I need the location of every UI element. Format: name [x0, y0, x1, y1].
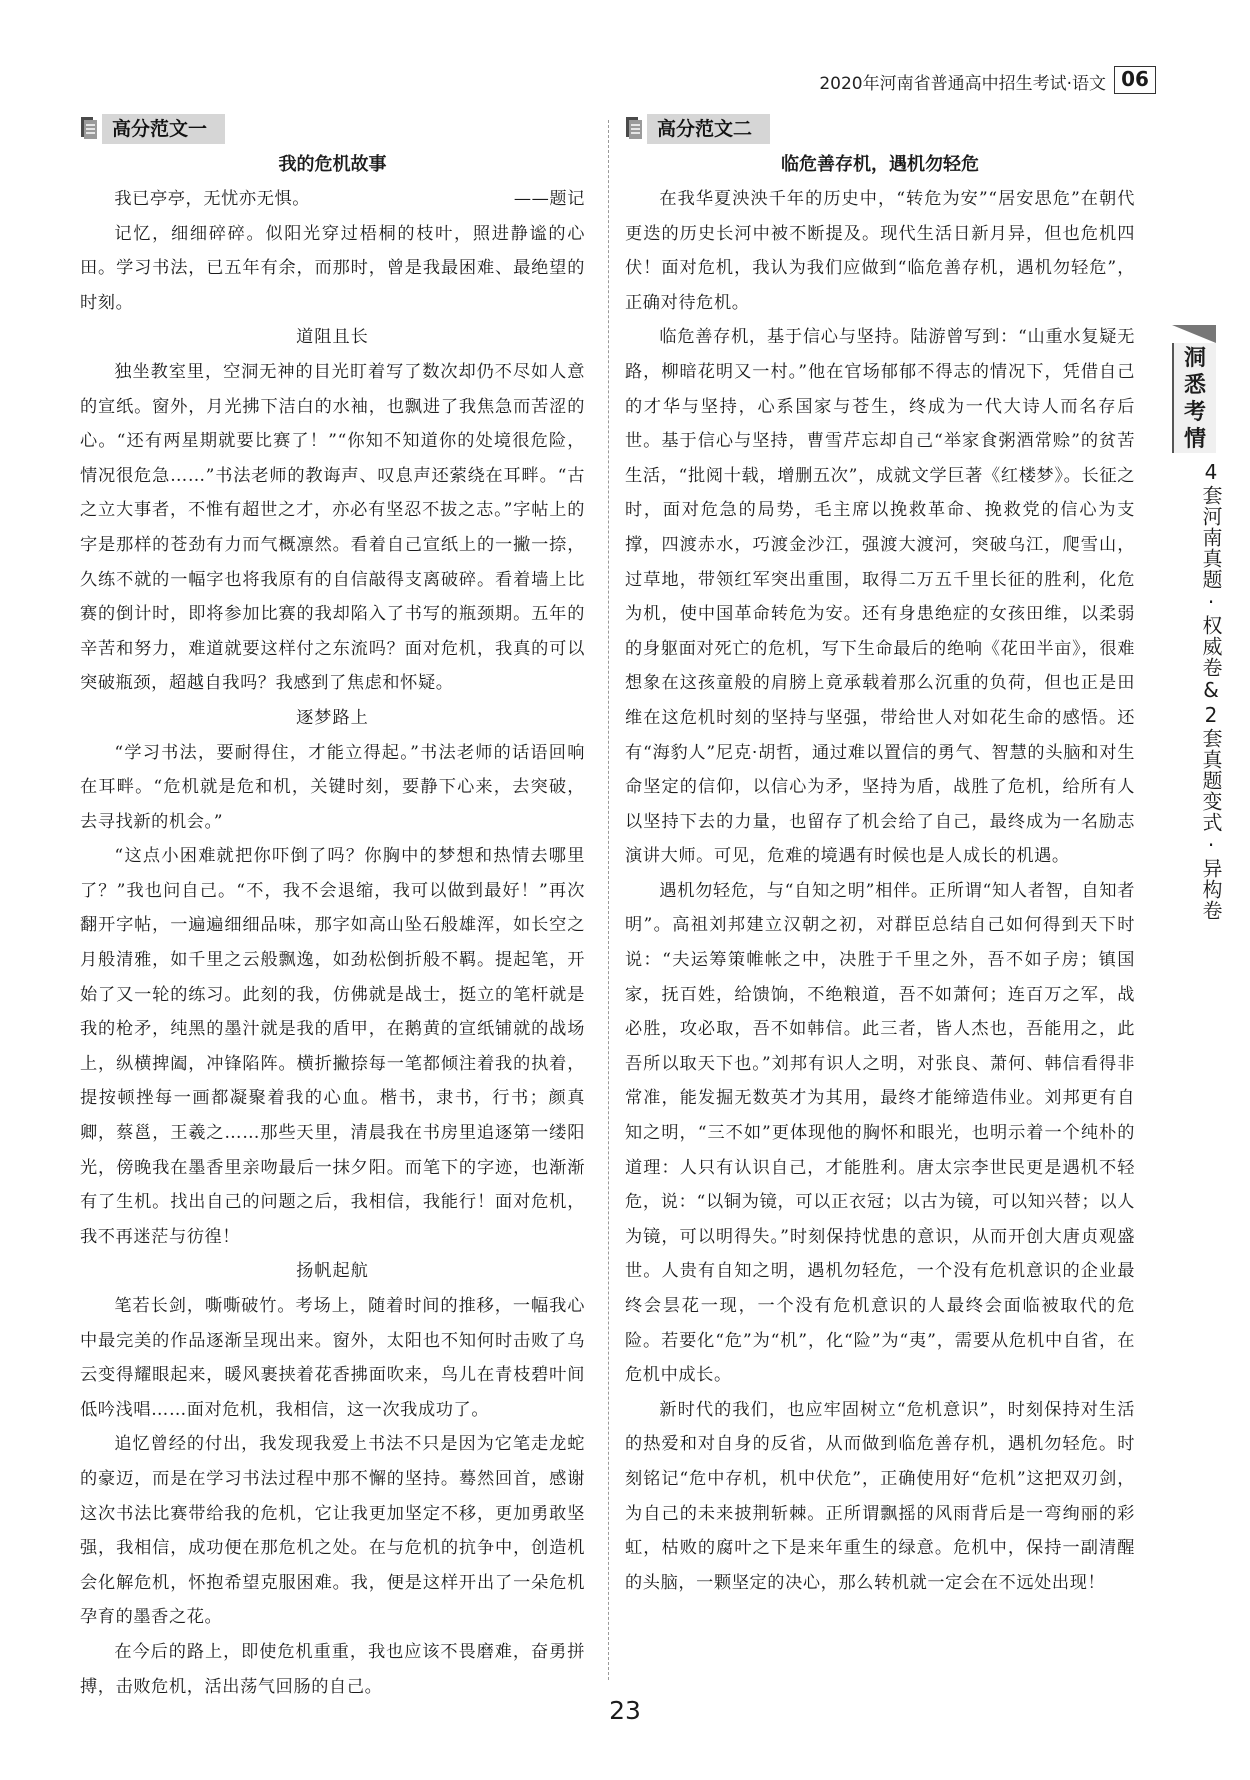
paragraph: “这点小困难就把你吓倒了吗？你胸中的梦想和热情去哪里了？”我也问自己。“不，我不会退缩，我可以做到最好！”再次翻开字帖，一遍遍细细品味，那字如高山坠石般雄浑，如长空之月般清雅，如千里之云般飘逸，如劲松倒折般不羁。提起笔，开始了又一轮的练习。此刻的我，仿佛就是战士，挺立的笔杆就是我的枪矛，纯黑的墨汁就是我的盾甲，在鹅黄的宣纸铺就的战场上，纵横捭阖，冲锋陷阵。横折撇捺每一笔都倾注着我的执着，提按顿挫每一画都凝聚着我的心血。楷书，隶书，行书；颜真卿，蔡邕，王羲之……那些天里，清晨我在书房里追逐第一缕阳光，傍晚我在墨香里亲吻最后一抹夕阳。而笔下的字迹，也渐渐有了生机。找出自己的问题之后，我相信，我能行！面对危机，我不再迷茫与彷徨！	[80, 846, 585, 1247]
paragraph: 新时代的我们，也应牢固树立“危机意识”，时刻保持对生活的热爱和对自身的反省，从而做到临危善存机，遇机勿轻危。时刻铭记“危中存机，机中伏危”，正确使用好“危机”这把双刃剑，为自己的未来披荆斩棘。正所谓飘摇的风雨背后是一弯绚丽的彩虹，枯败的腐叶之下是来年重生的绿意。危机中，保持一副清醒的头脑，一颗坚定的决心，那么转机就一定会在不远处出现！	[625, 1399, 1135, 1593]
paragraph: “学习书法，要耐得住，才能立得起。”书法老师的话语回响在耳畔。“危机就是危和机，关键时刻，要静下心来，去突破，去寻找新的机会。”	[80, 742, 585, 832]
page-number: 23	[609, 1696, 641, 1725]
column-divider	[608, 120, 609, 1680]
epigraph	[80, 182, 585, 217]
essay-title: 临危善存机，遇机勿轻危	[781, 154, 979, 175]
document-icon	[625, 116, 643, 140]
tab-corner	[1172, 325, 1216, 343]
paragraph: 在今后的路上，即使危机重重，我也应该不畏磨难，奋勇拼搏，击败危机，活出荡气回肠的自己。	[80, 1641, 585, 1697]
left-column	[80, 114, 585, 1704]
side-tab-text: 4套河南真题·权威卷&2套真题变式·异构卷	[1199, 460, 1223, 921]
paragraph: 独坐教室里，空洞无神的目光盯着写了数次却仍不尽如人意的宣纸。窗外，月光拂下洁白的水袖，也飘进了我焦急而苦涩的心。“还有两星期就要比赛了！”“你知不知道你的处境很危险，情况很危急……”书法老师的教诲声、叹息声还萦绕在耳畔。“古之立大事者，不惟有超世之才，亦必有坚忍不拔之志。”字帖上的字是那样的苍劲有力而气概凛然。看着自己宣纸上的一撇一捺，久练不就的一幅字也将我原有的自信敲得支离破碎。看着墙上比赛的倒计时，即将参加比赛的我却陷入了书写的瓶颈期。五年的辛苦和努力，难道就要这样付之东流吗？面对危机，我真的可以突破瓶颈，超越自我吗？我感到了焦虑和怀疑。	[80, 361, 585, 694]
paragraph: 在我华夏泱泱千年的历史中，“转危为安”“居安思危”在朝代更迭的历史长河中被不断提及。现代生活日新月异，但也危机四伏！面对危机，我认为我们应做到“临危善存机，遇机勿轻危”，正确对待危机。	[625, 189, 1135, 313]
section-header-2	[625, 114, 1135, 144]
paragraph: 遇机勿轻危，与“自知之明”相伴。正所谓“知人者智，自知者明”。高祖刘邦建立汉朝之初，对群臣总结自己如何得到天下时说：“夫运筹策帷帐之中，决胜于千里之外，吾不如子房；镇国家，抚百姓，给馈饷，不绝粮道，吾不如萧何；连百万之军，战必胜，攻必取，吾不如韩信。此三者，皆人杰也，吾能用之，此吾所以取天下也。”刘邦有识人之明，对张良、萧何、韩信看得非常准，能发掘无数英才为其用，最终才能缔造伟业。刘邦更有自知之明，“三不如”更体现他的胸怀和眼光，也明示着一个纯朴的道理：人只有认识自己，才能胜利。唐太宗李世民更是遇机不轻危，说：“以铜为镜，可以正衣冠；以古为镜，可以知兴替；以人为镜，可以明得失。”时刻保持忧患的意识，从而开创大唐贞观盛世。人贵有自知之明，遇机勿轻危，一个没有危机意识的企业最终会昙花一现，一个没有危机意识的人最终会面临被取代的危险。若要化“危”为“机”，化“险”为“夷”，需要从危机中自省，在危机中成长。	[625, 880, 1135, 1386]
header-title: 2020年河南省普通高中招生考试·语文	[819, 74, 1106, 94]
essay-title: 我的危机故事	[278, 154, 387, 175]
side-tab	[1172, 325, 1223, 1225]
section-label: 高分范文一	[102, 114, 225, 144]
subheading: 逐梦路上	[296, 707, 369, 728]
paragraph: 记忆，细细碎碎。似阳光穿过梧桐的枝叶，照进静谧的心田。学习书法，已五年有余，而那时，曾是我最困难、最绝望的时刻。	[80, 223, 585, 313]
subheading: 扬帆起航	[296, 1261, 369, 1282]
header-number: 06	[1114, 66, 1156, 94]
page-header	[819, 66, 1156, 94]
section-label: 高分范文二	[647, 114, 770, 144]
section-header-1	[80, 114, 585, 144]
document-icon	[80, 116, 98, 140]
paragraph: 临危善存机，基于信心与坚持。陆游曾写到：“山重水复疑无路，柳暗花明又一村。”他在官场郁郁不得志的情况下，凭借自己的才华与坚持，心系国家与苍生，终成为一代大诗人而名存后世。基于信心与坚持，曹雪芹忘却自己“举家食粥酒常赊”的贫苦生活，“批阅十载，增删五次”，成就文学巨著《红楼梦》。长征之时，面对危急的局势，毛主席以挽救革命、挽救党的信心为支撑，四渡赤水，巧渡金沙江，强渡大渡河，突破乌江，爬雪山，过草地，带领红军突出重围，取得二万五千里长征的胜利，化危为机，使中国革命转危为安。还有身患绝症的女孩田维，以柔弱的身躯面对死亡的危机，写下生命最后的绝响《花田半亩》，很难想象在这孩童般的肩膀上竟承载着那么沉重的负荷，但也正是田维在这危机时刻的坚持与坚强，带给世人对如花生命的感悟。还有“海豹人”尼克·胡哲，通过难以置信的勇气、智慧的头脑和对生命坚定的信仰，以信心为矛，坚持为盾，战胜了危机，给所有人以坚持下去的力量，也留存了机会给了自己，最终成为一名励志演讲大师。可见，危难的境遇有时候也是人成长的机遇。	[625, 327, 1135, 867]
side-tab-label: 洞悉考情	[1172, 343, 1216, 453]
epigraph-source: ——题记	[513, 189, 585, 209]
subheading: 道阻且长	[296, 327, 369, 348]
epigraph-text: 我已亭亭，无忧亦无惧。	[114, 189, 311, 209]
paragraph: 追忆曾经的付出，我发现我爱上书法不只是因为它笔走龙蛇的豪迈，而是在学习书法过程中那不懈的坚持。蓦然回首，感谢这次书法比赛带给我的危机，它让我更加坚定不移，更加勇敢坚强，我相信，成功便在那危机之处。在与危机的抗争中，创造机会化解危机，怀抱希望克服困难。我，便是这样开出了一朵危机孕育的墨香之花。	[80, 1434, 585, 1628]
paragraph: 笔若长剑，嘶嘶破竹。考场上，随着时间的推移，一幅我心中最完美的作品逐渐呈现出来。窗外，太阳也不知何时击败了乌云变得耀眼起来，暖风裹挟着花香拂面吹来，鸟儿在青枝碧叶间低吟浅唱……面对危机，我相信，这一次我成功了。	[80, 1296, 585, 1420]
right-column	[625, 114, 1135, 1600]
